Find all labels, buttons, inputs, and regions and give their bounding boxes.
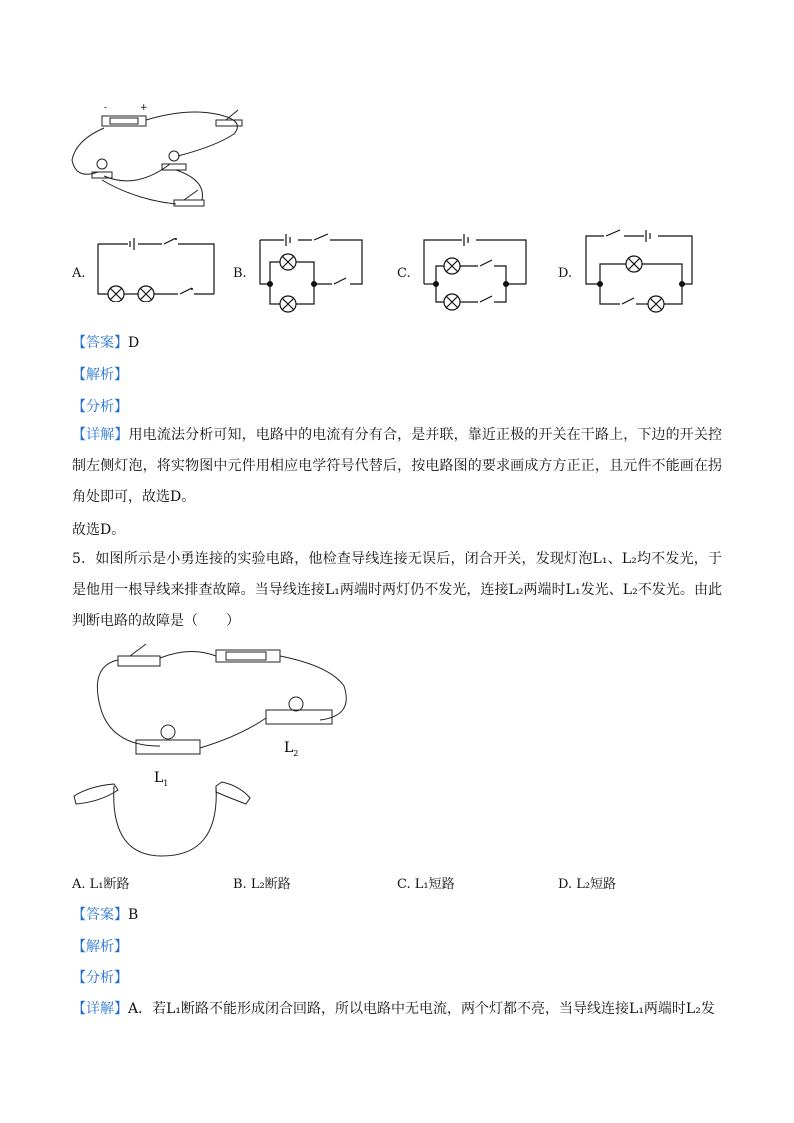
- q4-option-a-circuit: [94, 238, 218, 302]
- analysis-tag: 【解析】: [72, 367, 128, 383]
- q4-option-a-letter: A.: [72, 266, 86, 281]
- q5-circuit-figure: [70, 636, 360, 872]
- q4-detail-paragraph: [72, 420, 722, 513]
- q5-analysis-tag: 【解析】: [72, 939, 128, 955]
- q5-detail-paragraph: 【详解】A．若L₁断路不能形成闭合回路，所以电路中无电流，两个灯都不亮，当导线连接L₁两端时L₂发: [72, 1001, 715, 1017]
- detail-tag: 【详解】: [72, 427, 129, 443]
- q5-answer-line: 【答案】B: [72, 907, 139, 923]
- q4-option-d-letter: D.: [558, 266, 573, 281]
- q5-option-a[interactable]: A. L₁断路: [72, 877, 130, 892]
- q4-option-b-letter: B.: [233, 266, 247, 281]
- q5-option-b[interactable]: B. L₂断路: [233, 877, 291, 892]
- q4-option-d-circuit: [580, 228, 698, 320]
- answer-value: D: [128, 335, 140, 351]
- q5-option-d[interactable]: D. L₂短路: [558, 877, 617, 892]
- answer-tag: 【答案】: [72, 335, 128, 351]
- q4-option-c-circuit: [418, 232, 532, 318]
- label-l1: $L_1$: [154, 770, 169, 788]
- q5-fenxi-tag: 【分析】: [72, 970, 128, 986]
- detail-text: 用电流法分析可知，电路中的电流有分有合，是并联，靠近正极的开关在干路上，下边的开关控制左侧灯泡，将实物图中元件用相应电学符号代替后，按电路图的要求画成方方正正，且元件不能画在拐角处即可，故选D。: [72, 427, 723, 505]
- q5-option-c[interactable]: C. L₁短路: [397, 877, 455, 892]
- q4-physical-circuit-figure: [66, 100, 256, 220]
- fenxi-tag: 【分析】: [72, 399, 128, 415]
- battery-minus-label: -: [104, 103, 108, 113]
- q4-option-b-circuit: [254, 232, 368, 318]
- q4-answer-line: [72, 332, 139, 352]
- q4-option-c-letter: C.: [397, 266, 411, 281]
- battery-plus-label: +: [140, 103, 148, 113]
- label-l2: $L_2$: [284, 740, 299, 758]
- q5-question-stem: 5．如图所示是小勇连接的实验电路，他检查导线连接无误后，闭合开关，发现灯泡L₁、L₂均不发光，于是他用一根导线来排查故障。当导线连接L₁两端时两灯仍不发光，连接L₂两端时L₁发光、L₂不发光。由此判断电路的故障是（ ）: [72, 551, 722, 629]
- q4-conclusion: 故选D。: [72, 522, 126, 538]
